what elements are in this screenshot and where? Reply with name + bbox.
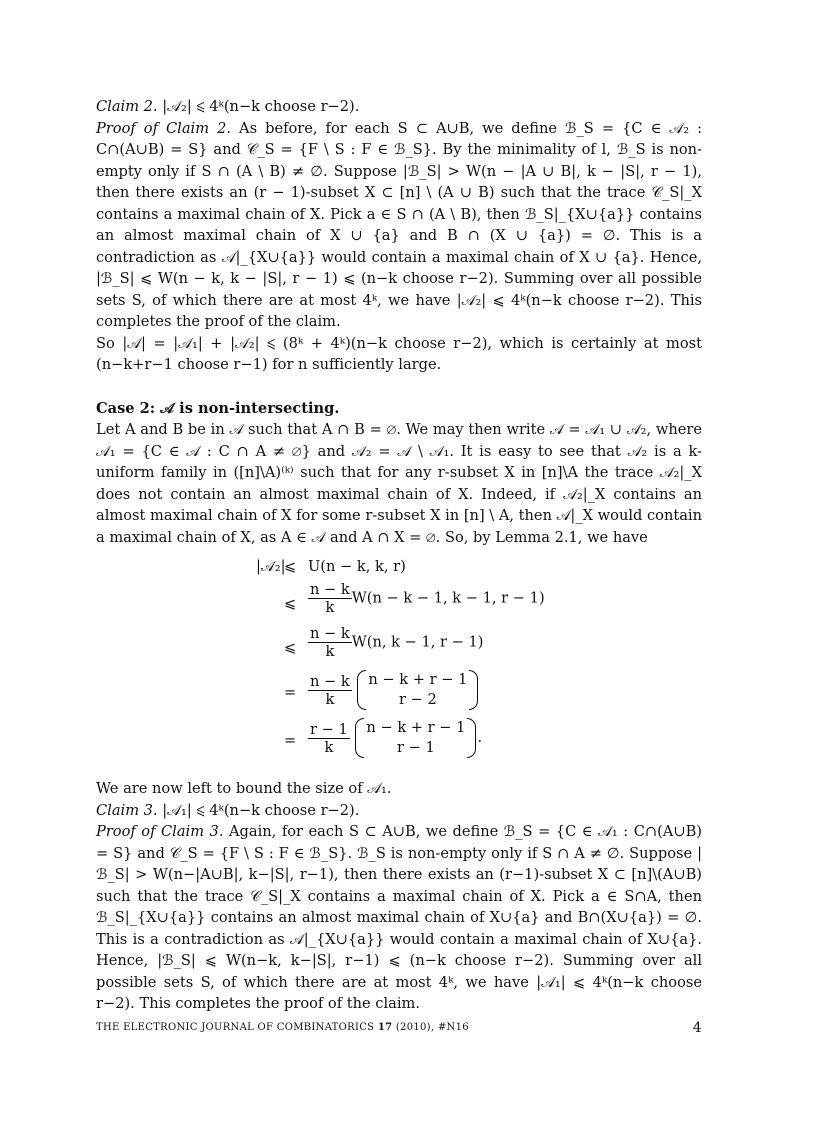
proof-claim-2-text: As before, for each S ⊂ A∪B, we define ℬ_S = {C ∈ 𝒜₂ : C∩(A∪B) = S} and 𝒞_S = {F \ S : F ∈ ℬ_S}. By the minimality of l, ℬ_S is non-empty only if S ∩ (A \ B) ≠ ∅. Suppose |ℬ_S| > W(n − |A ∪ B|, k − |S|, r − 1), then there exists an (r − 1)-subset X ⊂ [n] \ (A ∪ B) such that the trace 𝒞_S|_X contains a maximal chain of X. Pick a ∈ S ∩ (A \ B), then ℬ_S|_{X∪{a}} contains an almost maximal chain of X ∪ {a} and B ∩ (X ∪ {a}) = ∅. This is a contradiction as 𝒜|_{X∪{a}} would contain a maximal chain of X ∪ {a}. Hence, |ℬ_S| ⩽ W(n − k, k − |S|, r − 1) ⩽ (n−k choose r−2). Summing over all possible sets S, of which there are at most 4ᵏ, we have |𝒜₂| ⩽ 4ᵏ(n−k choose r−2). This completes the proof of the claim. — [96, 119, 702, 330]
eq-line-2: $\frac{n - k}{k}$ W(n − k − 1, k − 1, r − 1) — [310, 581, 545, 616]
proof-claim-3 — [96, 821, 702, 1015]
page-number: 4 — [692, 1020, 702, 1036]
eq-rel-3: ⩽ — [284, 639, 297, 656]
page-footer — [96, 1020, 702, 1036]
eq-line-1: U(n − k, k, r) — [308, 558, 406, 575]
case-2-intro: Let A and B be in 𝒜 such that A ∩ B = ∅. We may then write 𝒜 = 𝒜₁ ∪ 𝒜₂, where 𝒜₁ = {C ∈ 𝒜 : C ∩ A ≠ ∅} and 𝒜₂ = 𝒜 \ 𝒜₁. It is easy to see that 𝒜₂ is a k-uniform family in ([n]\A)⁽ᵏ⁾ such that for any r-subset X in [n]\A the trace 𝒜₂|_X does not contain an almost maximal chain of X. Indeed, if 𝒜₂|_X contains an almost maximal chain of X for some r-subset X in [n] \ A, then 𝒜|_X would contain a maximal chain of X, as A ∈ 𝒜 and A ∩ X = ∅. So, by Lemma 2.1, we have — [96, 421, 702, 546]
paper-body — [96, 96, 702, 1015]
eq-rel-4: = — [284, 684, 297, 701]
eq-line-4-binomial: n − k + r − 1 r − 2 — [356, 670, 479, 710]
claim-2-statement: |𝒜₂| ⩽ 4ᵏ(n−k choose r−2). — [162, 98, 360, 115]
proof-claim-2-label: Proof of Claim 2. — [96, 119, 232, 137]
eq-line-5-fraction: $\frac{r - 1}{k}$ — [310, 720, 348, 756]
footer-journal: THE ELECTRONIC JOURNAL OF COMBINATORICS — [96, 1022, 375, 1033]
claim-3 — [96, 800, 702, 822]
eq-line-4-fraction: $\frac{n - k}{k}$ — [310, 672, 350, 708]
claim-2 — [96, 96, 702, 118]
claim-3-label: Claim 3. — [96, 801, 158, 819]
eq-rel-1: ⩽ — [284, 558, 297, 575]
eq-lhs: |𝒜₂| — [256, 558, 286, 575]
eq-line-3-fraction: $\frac{n - k}{k}$ — [310, 625, 350, 660]
display-equation — [96, 556, 702, 772]
footer-year-id: (2010), #N16 — [395, 1022, 469, 1033]
eq-line-3: $\frac{n - k}{k}$ W(n, k − 1, r − 1) — [310, 625, 484, 660]
proof-claim-2 — [96, 118, 702, 333]
proof-claim-3-text: Again, for each S ⊂ A∪B, we define ℬ_S = {C ∈ 𝒜₁ : C∩(A∪B) = S} and 𝒞_S = {F \ S : F ∈ ℬ_S}. ℬ_S is non-empty only if S ∩ A ≠ ∅. Suppose |ℬ_S| > W(n−|A∪B|, k−|S|, r−1), then there exists an (r−1)-subset X ⊂ [n]\(A∪B) such that the trace 𝒞_S|_X contains a maximal chain of X. Pick a ∈ S∩A, then ℬ_S|_{X∪{a}} contains an almost maximal chain of X∪{a} and B∩(X∪{a}) = ∅. This is a contradiction as 𝒜|_{X∪{a}} would contain a maximal chain of X∪{a}. Hence, |ℬ_S| ⩽ W(n−k, k−|S|, r−1) ⩽ (n−k choose r−2). Summing over all possible sets S, of which there are at most 4ᵏ, we have |𝒜₁| ⩽ 4ᵏ(n−k choose r−2). This completes the proof of the claim. — [96, 823, 702, 1012]
footer-volume: 17 — [377, 1022, 393, 1033]
eq-line-4 — [308, 670, 479, 710]
eq-rel-2: ⩽ — [284, 595, 297, 612]
case-2-heading: Case 2: 𝒜 is non-intersecting. — [96, 399, 340, 417]
eq-line-2-fraction: $\frac{n - k}{k}$ — [310, 581, 350, 616]
proof-claim-3-label: Proof of Claim 3. — [96, 823, 224, 840]
claim-2-label: Claim 2. — [96, 98, 158, 115]
eq-rel-5: = — [284, 732, 297, 749]
eq-line-5: $\frac{r - 1}{k}$ n − k + r − 1 r − 1 . — [310, 719, 483, 756]
bound-sentence: We are now left to bound the size of 𝒜₁. — [96, 780, 392, 797]
claim-3-statement: |𝒜₁| ⩽ 4ᵏ(n−k choose r−2). — [162, 801, 360, 819]
conclusion-case-1: So |𝒜| = |𝒜₁| + |𝒜₂| ⩽ (8ᵏ + 4ᵏ)(n−k choose r−2), which is certainly at most (n−k+r−1 choose r−1) for n sufficiently large. — [96, 334, 702, 373]
eq-line-5-binomial: n − k + r − 1 r − 1 — [354, 718, 477, 758]
